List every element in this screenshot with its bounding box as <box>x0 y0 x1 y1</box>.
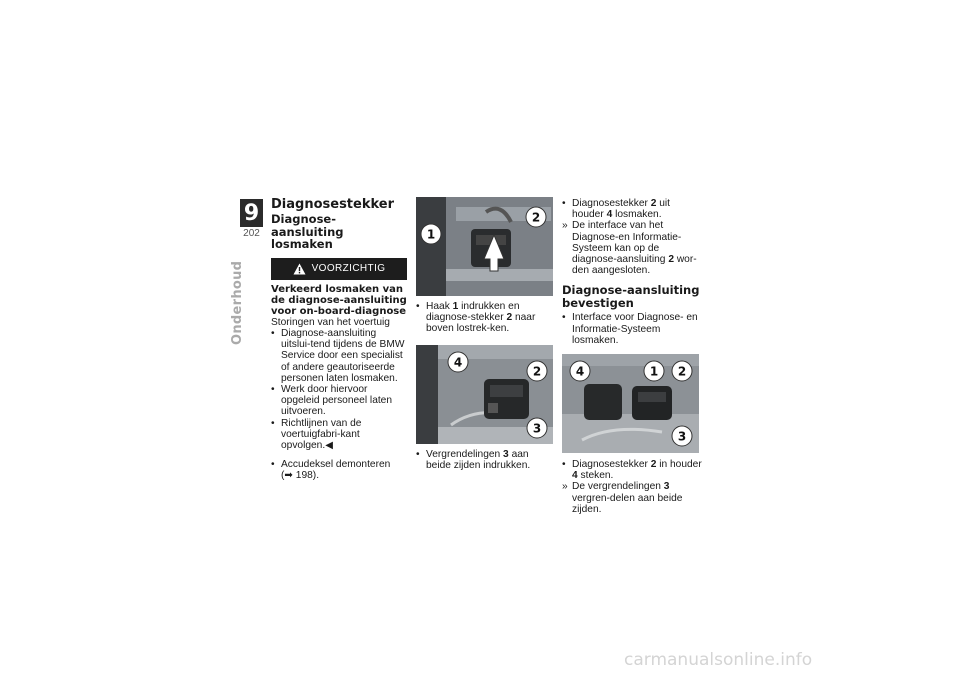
step-list <box>416 301 553 335</box>
warning-label: VOORZICHTIG <box>311 263 386 275</box>
list-item: • Interface voor Diagnose- en Informatie-Systeem losmaken. <box>562 312 698 346</box>
step-list <box>562 459 702 515</box>
warning-title: Verkeerd losmaken van de diagnose-aansluiting voor on-board-diagnose <box>271 283 407 317</box>
warning-text: Storingen van het voertuig <box>271 316 390 328</box>
column-1 <box>271 199 407 482</box>
callout-label: 2 <box>677 364 687 379</box>
column-3 <box>562 198 702 515</box>
list-item: • Diagnosestekker 2 in houder 4 steken. <box>562 459 702 482</box>
step-list <box>271 459 407 481</box>
watermark-text: carmanualsonline.info <box>624 650 813 670</box>
callout-label: 3 <box>677 429 687 444</box>
warning-bullets <box>271 328 407 451</box>
step-list <box>416 449 553 471</box>
figure-connector-attach <box>562 354 699 453</box>
callout-label: 1 <box>649 364 659 379</box>
end-marker-icon: ◀ <box>325 439 334 451</box>
callout-label: 1 <box>426 227 436 242</box>
column-2 <box>416 197 553 471</box>
page-ref-link[interactable]: 198 <box>295 470 313 482</box>
list-item: • Haak 1 indrukken en diagnose-stekker 2 naar boven lostrek-ken. <box>416 301 536 335</box>
chapter-side-label: Onderhoud <box>230 260 245 345</box>
callout-label: 2 <box>531 210 541 225</box>
warning-triangle-icon <box>293 263 306 275</box>
page-number: 202 <box>243 228 260 239</box>
callout-label: 4 <box>453 355 463 370</box>
page-ref-arrow-icon: ➡ <box>284 470 293 482</box>
list-item: • Vergrendelingen 3 aan beide zijden indrukken. <box>416 448 531 471</box>
callout-label: 4 <box>575 364 585 379</box>
step-list <box>562 312 702 346</box>
figure-connector-release <box>416 197 553 296</box>
callout-label: 2 <box>532 364 542 379</box>
list-item: • Werk door hiervoor opgeleid personeel laten uitvoeren. <box>271 383 393 418</box>
result-item: » De interface van het Diagnose-en Informatie-Systeem kan op de diagnose-aansluiting 2 wor-den aangesloten. <box>562 220 697 277</box>
list-item: • Diagnosestekker 2 uit houder 4 losmaken. <box>562 198 671 221</box>
list-item: • Diagnose-aansluiting uitslui-tend tijdens de BMW Service door een specialist of andere geautoriseerde personen laten losmaken. <box>271 327 405 384</box>
warning-banner <box>271 258 407 280</box>
chapter-number: 9 <box>240 199 263 227</box>
figure-connector-lock <box>416 345 553 444</box>
subsection-title: Diagnose-aansluiting bevestigen <box>562 283 700 310</box>
step-list <box>562 198 702 276</box>
list-item: • Accudeksel demonteren (➡ 198). <box>271 459 391 482</box>
list-item: • Richtlijnen van de voertuigfabri-kant opvolgen.◀ <box>271 417 362 451</box>
callout-label: 3 <box>532 421 542 436</box>
result-item: » De vergrendelingen 3 vergren-delen aan beide zijden. <box>562 481 683 515</box>
subsection-title: Diagnose-aansluiting losmaken <box>271 212 344 252</box>
section-title: Diagnosestekker <box>271 197 395 212</box>
